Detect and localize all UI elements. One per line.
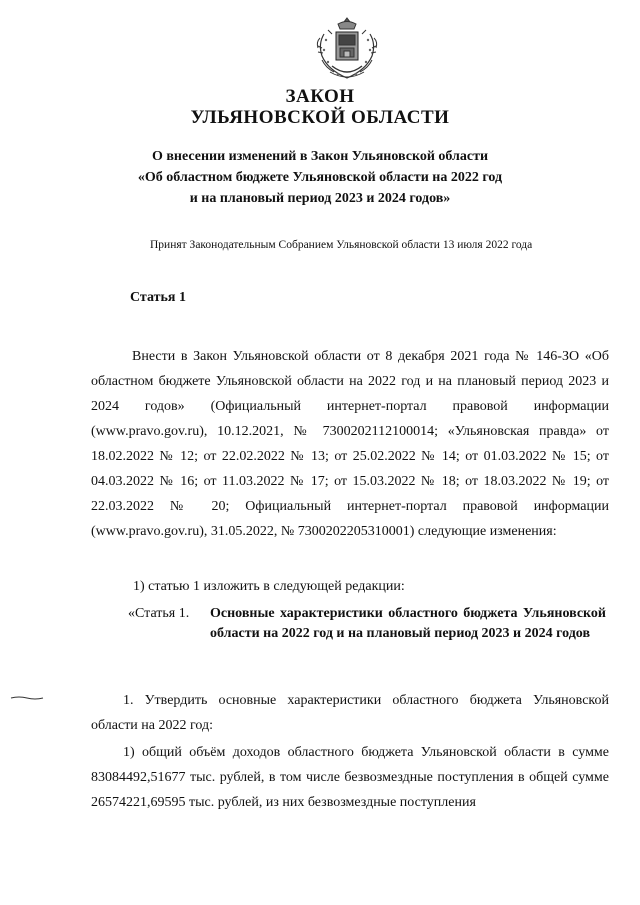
margin-pen-mark <box>10 695 44 701</box>
law-subject-line2: «Об областном бюджете Ульяновской области на 2022 год <box>137 170 503 185</box>
article-heading: Статья 1 <box>130 290 186 305</box>
quoted-article-label: «Статья 1. <box>128 606 190 621</box>
law-subject <box>0 146 640 209</box>
law-title <box>0 86 640 128</box>
law-subject-line3: и на плановый период 2023 и 2024 годов» <box>189 191 451 206</box>
amendment-item-1: 1) статью 1 изложить в следующей редакции: <box>133 579 405 594</box>
coat-of-arms-emblem <box>314 16 380 84</box>
law-title-line2: УЛЬЯНОВСКОЙ ОБЛАСТИ <box>190 107 450 128</box>
law-title-line1: ЗАКОН <box>285 86 355 107</box>
quoted-article-title: Основные характеристики областного бюджета Ульяновской области на 2022 год и на плановый период 2023 и 2024 годов <box>210 606 606 641</box>
adoption-note: Принят Законодательным Собранием Ульяновской области 13 июля 2022 года <box>150 239 533 251</box>
law-subject-line1: О внесении изменений в Закон Ульяновской области <box>151 149 489 164</box>
point-1-paragraph: 1. Утвердить основные характеристики областного бюджета Ульяновской области на 2022 год: <box>91 693 609 733</box>
subpoint-1-paragraph: 1) общий объём доходов областного бюджета Ульяновской области в сумме 83084492,51677 тыс. рублей, в том числе безвозмездные поступления в общей сумме 26574221,69595 тыс. рублей, из них безвозмездные поступления <box>91 745 609 810</box>
article-intro-paragraph: Внести в Закон Ульяновской области от 8 декабря 2021 года № 146-ЗО «Об областном бюджете Ульяновской области на 2022 год и на плановый период 2023 и 2024 годов» (Официальный интернет-портал правовой информации (www.pravo.gov.ru), 10.12.2021, № 7300202112100014; «Ульяновская правда» от 18.02.2022 № 12; от 22.02.2022 № 13; от 25.02.2022 № 14; от 01.03.2022 № 15; от 04.03.2022 № 16; от 11.03.2022 № 17; от 15.03.2022 № 18; от 18.03.2022 № 19; от 22.03.2022 № 20; Официальный интернет-портал правовой информации (www.pravo.gov.ru), 31.05.2022, № 7300202205310001) следующие изменения: <box>91 349 609 539</box>
